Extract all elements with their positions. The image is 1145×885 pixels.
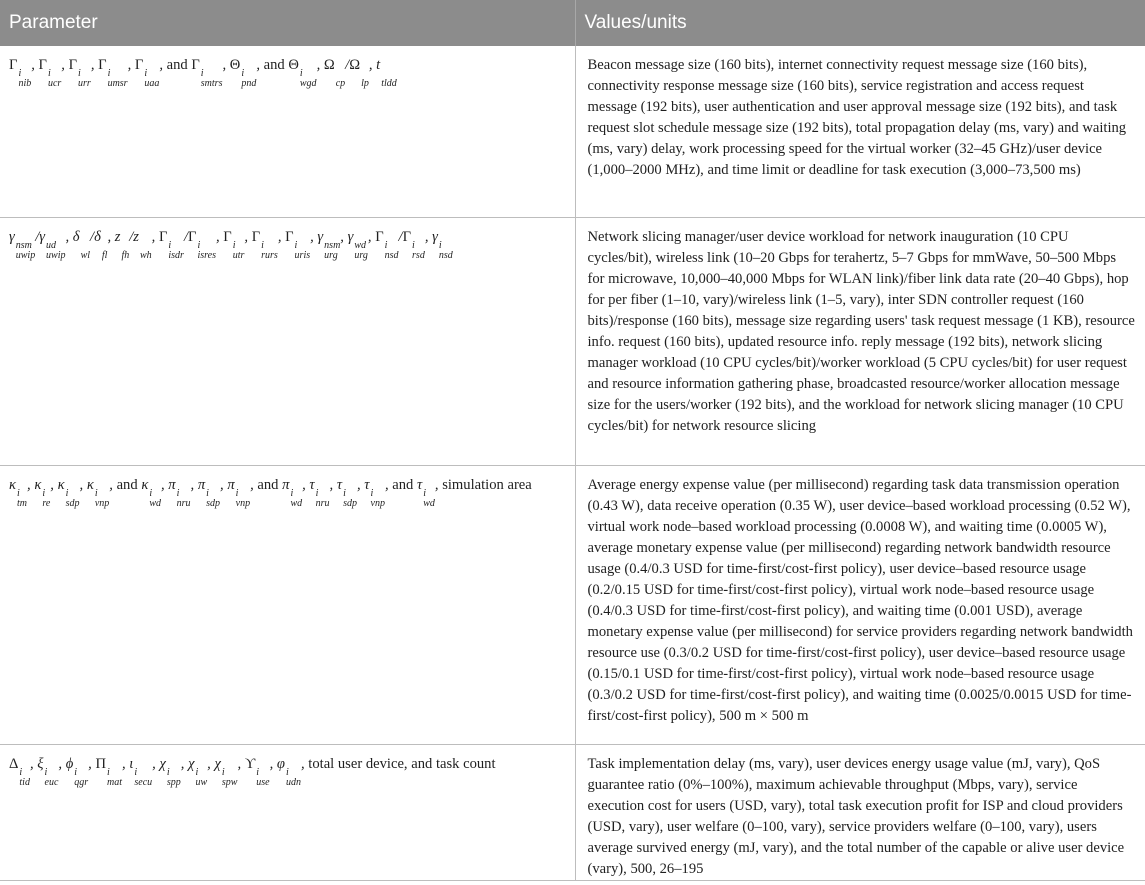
value-cell: Average energy expense value (per millisecond) regarding task data transmission operation (0.43 W), data receive operation (0.35 W), user device–based workload processing (0.52 W), virtual work node–based workload processing (0.0008 W), and waiting time (0.0005 W), average monetary expense value (per millisecond) regarding network bandwidth resource usage (0.4/0.3 USD for time-first/cost-first policy), user device–based resource usage (0.2/0.15 USD for time-first/cost-first policy), virtual work node–based resource usage (0.4/0.3 USD for time-first/cost-first policy), and waiting time (0.001 USD), average monetary expense value (per millisecond) for service providers regarding network bandwidth resource use (0.3/0.2 USD for time-first/cost-first policy), user device–based resource usage (0.15/0.1 USD for time-first/cost-first policy), virtual work node–based resource usage (0.3/0.2 USD for time-first/cost-first policy), and waiting time (0.0025/0.0015 USD for time-first/cost-first policy), 500 m × 500 m	[575, 466, 1145, 745]
parameter-symbol: π i wd	[282, 477, 303, 509]
parameter-symbol: τ i nru	[309, 477, 330, 509]
parameter-symbol: Ω cp /Ω lp	[323, 57, 369, 89]
parameter-symbol: Γ i nsd /Γ i rsd	[375, 229, 425, 261]
parameter-text: and	[166, 57, 188, 73]
parameter-symbol: τ i wd	[417, 477, 435, 509]
parameter-symbol: κ i tm	[9, 477, 28, 509]
parameter-symbol: π i sdp	[197, 477, 221, 509]
table-row	[0, 46, 1145, 218]
parameter-symbol: Π i mat	[95, 756, 122, 788]
parameter-symbol: γ wd urg	[347, 229, 368, 261]
header-row	[0, 0, 1145, 46]
parameter-symbol: κ i sdp	[57, 477, 80, 509]
parameter-symbol: γ i nsd	[432, 229, 453, 261]
parameter-symbol: t tldd	[376, 57, 397, 89]
parameter-cell: κ i tm , κ i re , κ i sdp , κ i vnp , and κ i wd , π i nru , π i sdp , π i vnp , and π i wd , τ i nru , τ i sdp , τ i vnp , and τ i wd , simulation area	[0, 466, 575, 745]
parameter-symbol: Θ i wgd	[288, 57, 317, 89]
table-row	[0, 745, 1145, 881]
parameter-text: simulation area	[442, 477, 532, 493]
parameter-symbol: κ i vnp	[86, 477, 110, 509]
parameter-symbol: χ i spp	[159, 756, 181, 788]
parameter-symbol: Γ i isdr /Γ i isres	[158, 229, 216, 261]
parameter-symbol: Γ i utr	[223, 229, 245, 261]
parameter-text: and	[392, 477, 414, 493]
parameter-symbol: φ i udn	[276, 756, 301, 788]
parameter-symbol: ϒ i use	[244, 756, 270, 788]
value-cell: Task implementation delay (ms, vary), user devices energy usage value (mJ, vary), QoS guarantee ratio (0%–100%), maximum achievable throughput (Mbps, vary), service execution cost for users (USD, vary), total task execution profit for ISP and cloud providers (USD, vary), user welfare (0–100, vary), service providers welfare (0–100, vary), users average survived energy (mJ, vary), and the total number of the capable or alive user device (vary), 500, 26–195	[575, 745, 1145, 881]
parameter-symbol: ξ i euc	[37, 756, 59, 788]
parameter-text: and	[257, 477, 279, 493]
parameter-symbol: π i nru	[168, 477, 191, 509]
parameter-symbol: κ i re	[34, 477, 51, 509]
parameter-symbol: χ i spw	[214, 756, 238, 788]
parameter-symbol: Γ i uaa	[134, 57, 160, 89]
parameter-symbol: z fh /z wh	[114, 229, 152, 261]
parameter-cell: Γ i nib , Γ i ucr , Γ i urr , Γ i umsr , Γ i uaa , and Γ i smtrs , Θ i pnd , and Θ i wgd , Ω cp /Ω lp , t tldd	[0, 46, 575, 218]
parameter-symbol: χ i uw	[188, 756, 208, 788]
parameter-symbol: Γ i ucr	[38, 57, 62, 89]
parameter-cell: γ nsm uwip /γ ud uwip , δ wl /δ fl , z fh /z wh , Γ i isdr /Γ i isres , Γ i utr , Γ i rurs , Γ i uris , γ nsm urg , γ wd urg , Γ i nsd /Γ i rsd , γ i nsd	[0, 218, 575, 466]
parameter-symbol: ϕ i qgr	[65, 756, 89, 788]
parameter-symbol: κ i wd	[141, 477, 161, 509]
parameter-symbol: δ wl /δ fl	[72, 229, 108, 261]
header-values-units: Values/units	[575, 0, 1145, 46]
parameter-symbol: τ i vnp	[364, 477, 385, 509]
value-cell: Network slicing manager/user device workload for network inauguration (10 CPU cycles/bit), wireless link (10–20 Gbps for terahertz, 5–7 Gbps for mmWave, 50–500 Mbps for microwave, 10,000–40,000 Mbps for WLAN link)/fiber link data rate (20–40 Gbps), hop for per fiber (1–10, vary)/wireless link (1–5, vary), inter SDN controller request (160 bits)/response (160 bits), message size regarding users' task request message (1 KB), resource info. request (160 bits), updated resource info. reply message (192 bits), network slicing manager workload (10 CPU cycles/bit)/worker workload (5 CPU cycles/bit) for user request and resource information gathering phase, broadcasted resource/worker allocation message size for the users/worker (192 bits), and the workload for network slicing manager (10 CPU cycles/bit) for network resource slicing	[575, 218, 1145, 466]
parameter-text: and	[116, 477, 138, 493]
parameter-symbol: Γ i uris	[285, 229, 311, 261]
table-row	[0, 466, 1145, 745]
parameter-symbol: π i vnp	[227, 477, 251, 509]
header-parameter: Parameter	[0, 0, 575, 46]
parameter-symbol: γ nsm urg	[317, 229, 341, 261]
parameter-text: total user device, and task count	[308, 756, 496, 772]
parameter-symbol: Γ i smtrs	[191, 57, 223, 89]
parameter-symbol: Γ i umsr	[98, 57, 128, 89]
parameter-symbol: Γ i urr	[68, 57, 91, 89]
parameter-symbol: Θ i pnd	[229, 57, 257, 89]
table-row	[0, 218, 1145, 466]
value-cell: Beacon message size (160 bits), internet connectivity request message size (160 bits), connectivity response message size (160 bits), service registration and access request message (192 bits), user authentication and user approval message size (192 bits), and task request slot schedule message size (192 bits), total propagation delay (ms, vary) and waiting (ms, vary) delay, work processing speed for the virtual worker (32–45 GHz)/user device (1,000–2000 MHz), and time limit or deadline for task execution (3,000–73,500 ms)	[575, 46, 1145, 218]
parameter-symbol: ι i secu	[129, 756, 153, 788]
parameter-cell: Δ i tid , ξ i euc , ϕ i qgr , Π i mat , ι i secu , χ i spp , χ i uw , χ i spw , ϒ i use , φ i udn , total user device, and task count	[0, 745, 575, 881]
parameter-symbol: τ i sdp	[336, 477, 357, 509]
parameter-symbol: γ nsm uwip /γ ud uwip	[9, 229, 66, 261]
parameter-text: and	[263, 57, 285, 73]
parameter-symbol: Γ i rurs	[251, 229, 278, 261]
parameter-symbol: Δ i tid	[9, 756, 30, 788]
parameter-symbol: Γ i nib	[9, 57, 32, 89]
